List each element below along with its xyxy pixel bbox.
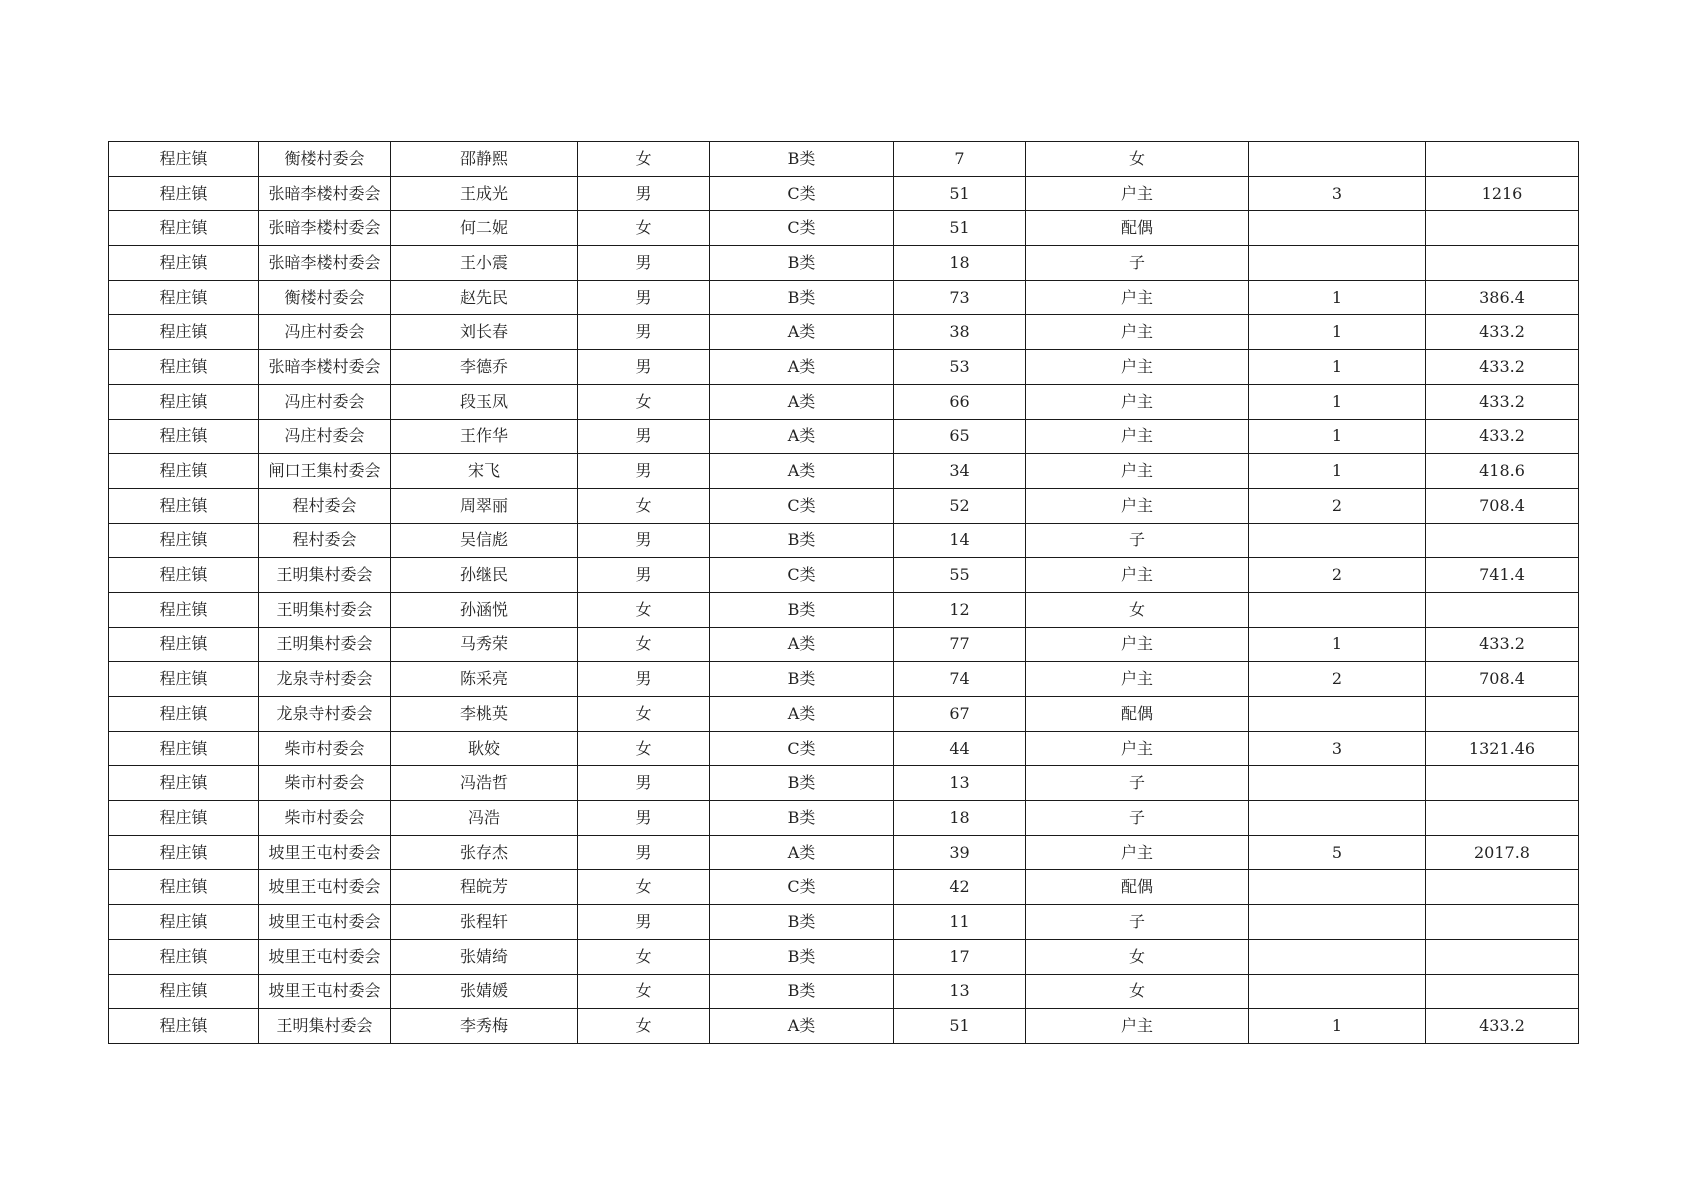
age-cell: 53 xyxy=(894,350,1026,385)
town-cell: 程庄镇 xyxy=(109,454,259,489)
category-cell: C类 xyxy=(710,176,894,211)
relation-cell: 户主 xyxy=(1026,315,1249,350)
age-cell: 77 xyxy=(894,627,1026,662)
age-cell: 67 xyxy=(894,697,1026,732)
name-cell: 程皖芳 xyxy=(391,870,578,905)
gender-cell: 女 xyxy=(578,488,710,523)
household-size-cell xyxy=(1249,870,1426,905)
amount-cell xyxy=(1426,211,1579,246)
name-cell: 张婧媛 xyxy=(391,974,578,1009)
amount-cell: 1321.46 xyxy=(1426,731,1579,766)
town-cell: 程庄镇 xyxy=(109,939,259,974)
category-cell: B类 xyxy=(710,246,894,281)
table-row xyxy=(109,592,1579,627)
gender-cell: 男 xyxy=(578,662,710,697)
gender-cell: 女 xyxy=(578,870,710,905)
household-size-cell xyxy=(1249,974,1426,1009)
gender-cell: 女 xyxy=(578,384,710,419)
name-cell: 邵静熙 xyxy=(391,142,578,177)
village-cell: 柴市村委会 xyxy=(259,731,391,766)
relation-cell: 女 xyxy=(1026,974,1249,1009)
name-cell: 孙涵悦 xyxy=(391,592,578,627)
relation-cell: 女 xyxy=(1026,939,1249,974)
age-cell: 11 xyxy=(894,905,1026,940)
category-cell: C类 xyxy=(710,731,894,766)
household-size-cell: 1 xyxy=(1249,627,1426,662)
household-size-cell: 1 xyxy=(1249,1009,1426,1044)
amount-cell: 708.4 xyxy=(1426,662,1579,697)
town-cell: 程庄镇 xyxy=(109,246,259,281)
gender-cell: 女 xyxy=(578,142,710,177)
category-cell: A类 xyxy=(710,350,894,385)
amount-cell xyxy=(1426,870,1579,905)
relation-cell: 户主 xyxy=(1026,558,1249,593)
table-row xyxy=(109,766,1579,801)
relation-cell: 户主 xyxy=(1026,731,1249,766)
amount-cell xyxy=(1426,142,1579,177)
category-cell: B类 xyxy=(710,523,894,558)
village-cell: 王明集村委会 xyxy=(259,627,391,662)
household-size-cell: 3 xyxy=(1249,176,1426,211)
town-cell: 程庄镇 xyxy=(109,731,259,766)
household-size-cell: 2 xyxy=(1249,662,1426,697)
village-cell: 龙泉寺村委会 xyxy=(259,697,391,732)
age-cell: 12 xyxy=(894,592,1026,627)
category-cell: A类 xyxy=(710,315,894,350)
age-cell: 42 xyxy=(894,870,1026,905)
town-cell: 程庄镇 xyxy=(109,142,259,177)
age-cell: 65 xyxy=(894,419,1026,454)
name-cell: 何二妮 xyxy=(391,211,578,246)
table-row xyxy=(109,350,1579,385)
age-cell: 13 xyxy=(894,766,1026,801)
amount-cell xyxy=(1426,974,1579,1009)
amount-cell: 433.2 xyxy=(1426,419,1579,454)
relation-cell: 子 xyxy=(1026,905,1249,940)
name-cell: 李秀梅 xyxy=(391,1009,578,1044)
amount-cell: 433.2 xyxy=(1426,627,1579,662)
amount-cell xyxy=(1426,592,1579,627)
village-cell: 冯庄村委会 xyxy=(259,419,391,454)
age-cell: 39 xyxy=(894,835,1026,870)
household-size-cell xyxy=(1249,592,1426,627)
gender-cell: 女 xyxy=(578,627,710,662)
name-cell: 刘长春 xyxy=(391,315,578,350)
household-size-cell: 5 xyxy=(1249,835,1426,870)
table-row xyxy=(109,280,1579,315)
age-cell: 51 xyxy=(894,176,1026,211)
category-cell: C类 xyxy=(710,211,894,246)
category-cell: B类 xyxy=(710,592,894,627)
table-row xyxy=(109,488,1579,523)
gender-cell: 女 xyxy=(578,1009,710,1044)
town-cell: 程庄镇 xyxy=(109,835,259,870)
age-cell: 73 xyxy=(894,280,1026,315)
table-row xyxy=(109,523,1579,558)
table-row xyxy=(109,558,1579,593)
relation-cell: 女 xyxy=(1026,142,1249,177)
amount-cell xyxy=(1426,801,1579,836)
town-cell: 程庄镇 xyxy=(109,419,259,454)
relation-cell: 户主 xyxy=(1026,454,1249,489)
age-cell: 34 xyxy=(894,454,1026,489)
village-cell: 闸口王集村委会 xyxy=(259,454,391,489)
village-cell: 王明集村委会 xyxy=(259,592,391,627)
table-row xyxy=(109,627,1579,662)
age-cell: 17 xyxy=(894,939,1026,974)
category-cell: B类 xyxy=(710,662,894,697)
village-cell: 冯庄村委会 xyxy=(259,384,391,419)
table-row xyxy=(109,384,1579,419)
table-row xyxy=(109,419,1579,454)
amount-cell xyxy=(1426,523,1579,558)
household-size-cell xyxy=(1249,142,1426,177)
name-cell: 张婧绮 xyxy=(391,939,578,974)
relation-cell: 户主 xyxy=(1026,835,1249,870)
household-size-cell xyxy=(1249,801,1426,836)
category-cell: B类 xyxy=(710,801,894,836)
village-cell: 衡楼村委会 xyxy=(259,280,391,315)
amount-cell: 386.4 xyxy=(1426,280,1579,315)
category-cell: B类 xyxy=(710,974,894,1009)
household-size-cell: 1 xyxy=(1249,384,1426,419)
relation-cell: 子 xyxy=(1026,523,1249,558)
name-cell: 耿姣 xyxy=(391,731,578,766)
category-cell: C类 xyxy=(710,558,894,593)
village-cell: 张暗李楼村委会 xyxy=(259,211,391,246)
town-cell: 程庄镇 xyxy=(109,801,259,836)
roster-table xyxy=(108,141,1579,1044)
age-cell: 18 xyxy=(894,246,1026,281)
amount-cell: 433.2 xyxy=(1426,350,1579,385)
gender-cell: 女 xyxy=(578,592,710,627)
relation-cell: 子 xyxy=(1026,766,1249,801)
relation-cell: 子 xyxy=(1026,801,1249,836)
town-cell: 程庄镇 xyxy=(109,905,259,940)
amount-cell xyxy=(1426,939,1579,974)
town-cell: 程庄镇 xyxy=(109,315,259,350)
amount-cell: 418.6 xyxy=(1426,454,1579,489)
table-row xyxy=(109,974,1579,1009)
town-cell: 程庄镇 xyxy=(109,176,259,211)
relation-cell: 子 xyxy=(1026,246,1249,281)
age-cell: 18 xyxy=(894,801,1026,836)
table-row xyxy=(109,731,1579,766)
age-cell: 55 xyxy=(894,558,1026,593)
table-row xyxy=(109,905,1579,940)
name-cell: 段玉凤 xyxy=(391,384,578,419)
amount-cell xyxy=(1426,905,1579,940)
amount-cell: 741.4 xyxy=(1426,558,1579,593)
relation-cell: 配偶 xyxy=(1026,211,1249,246)
town-cell: 程庄镇 xyxy=(109,280,259,315)
name-cell: 王作华 xyxy=(391,419,578,454)
category-cell: B类 xyxy=(710,905,894,940)
household-size-cell xyxy=(1249,939,1426,974)
name-cell: 陈采亮 xyxy=(391,662,578,697)
village-cell: 王明集村委会 xyxy=(259,1009,391,1044)
village-cell: 程村委会 xyxy=(259,488,391,523)
age-cell: 52 xyxy=(894,488,1026,523)
household-size-cell: 2 xyxy=(1249,558,1426,593)
village-cell: 柴市村委会 xyxy=(259,801,391,836)
town-cell: 程庄镇 xyxy=(109,870,259,905)
table-row xyxy=(109,662,1579,697)
household-size-cell: 2 xyxy=(1249,488,1426,523)
relation-cell: 户主 xyxy=(1026,419,1249,454)
table-row xyxy=(109,835,1579,870)
gender-cell: 男 xyxy=(578,558,710,593)
table-row xyxy=(109,176,1579,211)
gender-cell: 男 xyxy=(578,419,710,454)
amount-cell: 433.2 xyxy=(1426,1009,1579,1044)
town-cell: 程庄镇 xyxy=(109,627,259,662)
relation-cell: 户主 xyxy=(1026,280,1249,315)
table-row xyxy=(109,315,1579,350)
town-cell: 程庄镇 xyxy=(109,592,259,627)
town-cell: 程庄镇 xyxy=(109,523,259,558)
table-row xyxy=(109,870,1579,905)
category-cell: B类 xyxy=(710,280,894,315)
age-cell: 51 xyxy=(894,1009,1026,1044)
name-cell: 王成光 xyxy=(391,176,578,211)
village-cell: 张暗李楼村委会 xyxy=(259,246,391,281)
category-cell: A类 xyxy=(710,384,894,419)
amount-cell: 2017.8 xyxy=(1426,835,1579,870)
town-cell: 程庄镇 xyxy=(109,697,259,732)
village-cell: 张暗李楼村委会 xyxy=(259,176,391,211)
household-size-cell: 1 xyxy=(1249,280,1426,315)
name-cell: 周翠丽 xyxy=(391,488,578,523)
category-cell: C类 xyxy=(710,870,894,905)
table-row xyxy=(109,801,1579,836)
age-cell: 44 xyxy=(894,731,1026,766)
name-cell: 王小震 xyxy=(391,246,578,281)
gender-cell: 男 xyxy=(578,766,710,801)
town-cell: 程庄镇 xyxy=(109,974,259,1009)
table-row xyxy=(109,246,1579,281)
town-cell: 程庄镇 xyxy=(109,488,259,523)
town-cell: 程庄镇 xyxy=(109,211,259,246)
category-cell: C类 xyxy=(710,488,894,523)
gender-cell: 女 xyxy=(578,939,710,974)
household-size-cell: 1 xyxy=(1249,315,1426,350)
age-cell: 13 xyxy=(894,974,1026,1009)
table-row xyxy=(109,454,1579,489)
relation-cell: 户主 xyxy=(1026,488,1249,523)
relation-cell: 户主 xyxy=(1026,1009,1249,1044)
name-cell: 宋飞 xyxy=(391,454,578,489)
town-cell: 程庄镇 xyxy=(109,350,259,385)
amount-cell: 1216 xyxy=(1426,176,1579,211)
gender-cell: 男 xyxy=(578,523,710,558)
gender-cell: 男 xyxy=(578,315,710,350)
name-cell: 冯浩 xyxy=(391,801,578,836)
name-cell: 李桃英 xyxy=(391,697,578,732)
category-cell: A类 xyxy=(710,835,894,870)
village-cell: 坡里王屯村委会 xyxy=(259,905,391,940)
category-cell: B类 xyxy=(710,766,894,801)
category-cell: A类 xyxy=(710,419,894,454)
gender-cell: 男 xyxy=(578,176,710,211)
village-cell: 冯庄村委会 xyxy=(259,315,391,350)
village-cell: 坡里王屯村委会 xyxy=(259,974,391,1009)
table-row xyxy=(109,142,1579,177)
household-size-cell xyxy=(1249,246,1426,281)
village-cell: 坡里王屯村委会 xyxy=(259,835,391,870)
relation-cell: 户主 xyxy=(1026,384,1249,419)
gender-cell: 女 xyxy=(578,211,710,246)
relation-cell: 配偶 xyxy=(1026,697,1249,732)
age-cell: 38 xyxy=(894,315,1026,350)
name-cell: 李德乔 xyxy=(391,350,578,385)
household-size-cell xyxy=(1249,523,1426,558)
household-size-cell xyxy=(1249,766,1426,801)
amount-cell: 708.4 xyxy=(1426,488,1579,523)
village-cell: 柴市村委会 xyxy=(259,766,391,801)
village-cell: 程村委会 xyxy=(259,523,391,558)
town-cell: 程庄镇 xyxy=(109,1009,259,1044)
relation-cell: 户主 xyxy=(1026,662,1249,697)
relation-cell: 户主 xyxy=(1026,627,1249,662)
name-cell: 吴信彪 xyxy=(391,523,578,558)
household-size-cell: 1 xyxy=(1249,350,1426,385)
table-row xyxy=(109,211,1579,246)
amount-cell: 433.2 xyxy=(1426,384,1579,419)
category-cell: A类 xyxy=(710,697,894,732)
table-row xyxy=(109,697,1579,732)
age-cell: 51 xyxy=(894,211,1026,246)
table-row xyxy=(109,1009,1579,1044)
gender-cell: 男 xyxy=(578,801,710,836)
category-cell: B类 xyxy=(710,939,894,974)
household-size-cell: 3 xyxy=(1249,731,1426,766)
gender-cell: 女 xyxy=(578,974,710,1009)
category-cell: A类 xyxy=(710,1009,894,1044)
household-size-cell: 1 xyxy=(1249,419,1426,454)
gender-cell: 男 xyxy=(578,835,710,870)
gender-cell: 女 xyxy=(578,731,710,766)
gender-cell: 男 xyxy=(578,905,710,940)
name-cell: 张程轩 xyxy=(391,905,578,940)
amount-cell xyxy=(1426,246,1579,281)
age-cell: 7 xyxy=(894,142,1026,177)
category-cell: A类 xyxy=(710,454,894,489)
gender-cell: 男 xyxy=(578,350,710,385)
gender-cell: 男 xyxy=(578,454,710,489)
age-cell: 66 xyxy=(894,384,1026,419)
village-cell: 坡里王屯村委会 xyxy=(259,939,391,974)
household-size-cell xyxy=(1249,697,1426,732)
household-size-cell: 1 xyxy=(1249,454,1426,489)
amount-cell xyxy=(1426,697,1579,732)
relation-cell: 女 xyxy=(1026,592,1249,627)
amount-cell xyxy=(1426,766,1579,801)
name-cell: 冯浩哲 xyxy=(391,766,578,801)
gender-cell: 男 xyxy=(578,246,710,281)
town-cell: 程庄镇 xyxy=(109,766,259,801)
relation-cell: 户主 xyxy=(1026,176,1249,211)
roster-body xyxy=(109,142,1579,1044)
village-cell: 王明集村委会 xyxy=(259,558,391,593)
age-cell: 74 xyxy=(894,662,1026,697)
town-cell: 程庄镇 xyxy=(109,384,259,419)
amount-cell: 433.2 xyxy=(1426,315,1579,350)
name-cell: 赵先民 xyxy=(391,280,578,315)
category-cell: B类 xyxy=(710,142,894,177)
gender-cell: 女 xyxy=(578,697,710,732)
town-cell: 程庄镇 xyxy=(109,662,259,697)
gender-cell: 男 xyxy=(578,280,710,315)
village-cell: 衡楼村委会 xyxy=(259,142,391,177)
village-cell: 龙泉寺村委会 xyxy=(259,662,391,697)
category-cell: A类 xyxy=(710,627,894,662)
table-row xyxy=(109,939,1579,974)
name-cell: 孙继民 xyxy=(391,558,578,593)
household-size-cell xyxy=(1249,211,1426,246)
relation-cell: 配偶 xyxy=(1026,870,1249,905)
name-cell: 张存杰 xyxy=(391,835,578,870)
name-cell: 马秀荣 xyxy=(391,627,578,662)
village-cell: 坡里王屯村委会 xyxy=(259,870,391,905)
village-cell: 张暗李楼村委会 xyxy=(259,350,391,385)
town-cell: 程庄镇 xyxy=(109,558,259,593)
relation-cell: 户主 xyxy=(1026,350,1249,385)
household-size-cell xyxy=(1249,905,1426,940)
age-cell: 14 xyxy=(894,523,1026,558)
